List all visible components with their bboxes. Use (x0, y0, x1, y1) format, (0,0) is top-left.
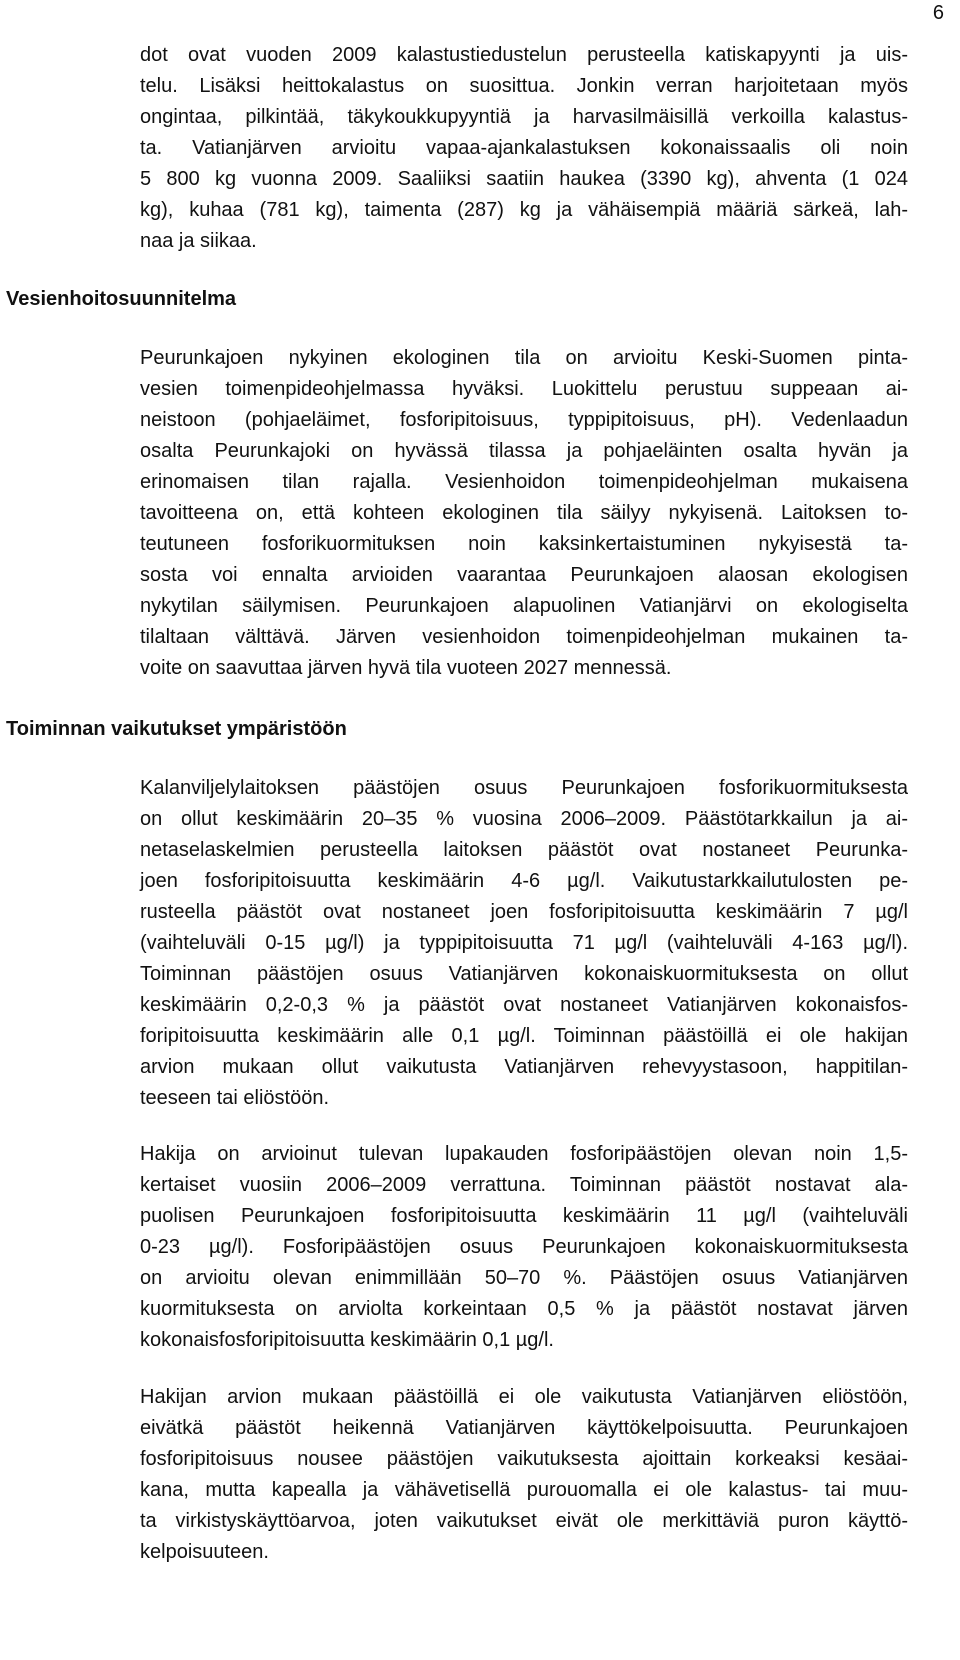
section-heading-toiminnan-vaikutukset: Toiminnan vaikutukset ympäristöön (6, 718, 347, 740)
page-number: 6 (932, 2, 944, 24)
text-line: netaselaskelmien perusteella laitoksen päästöt ovat nostaneet Peurunka- (140, 839, 908, 861)
text-line: rusteella päästöt ovat nostaneet joen fosforipitoisuutta keskimäärin 7 µg/l (140, 901, 908, 923)
text-line: kg), kuhaa (781 kg), taimenta (287) kg ja vähäisempiä määriä särkeä, lah- (140, 199, 908, 221)
text-line: Kalanviljelylaitoksen päästöjen osuus Peurunkajoen fosforikuormituksesta (140, 777, 908, 799)
text-line: Peurunkajoen nykyinen ekologinen tila on arvioitu Keski-Suomen pinta- (140, 347, 908, 369)
text-line: kana, mutta kapealla ja vähävetisellä purouomalla ei ole kalastus- tai muu- (140, 1479, 908, 1501)
section-heading-vesienhoitosuunnitelma: Vesienhoitosuunnitelma (6, 288, 237, 310)
text-line: ongintaa, pilkintää, täkykoukkupyyntiä ja harvasilmäisillä verkoilla kalastus- (140, 106, 908, 128)
text-line: tilaltaan välttävä. Järven vesienhoidon toimenpideohjelman mukainen ta- (140, 626, 908, 648)
text-line: Toiminnan päästöjen osuus Vatianjärven kokonaiskuormituksesta on ollut (140, 963, 908, 985)
text-line: ta. Vatianjärven arvioitu vapaa-ajankalastuksen kokonaissaalis oli noin (140, 137, 908, 159)
text-line: neistoon (pohjaeläimet, fosforipitoisuus, typpipitoisuus, pH). Vedenlaadun (140, 409, 908, 431)
text-line: kokonaisfosforipitoisuutta keskimäärin 0,1 µg/l. (140, 1329, 554, 1351)
vaikutukset-paragraph-2 (140, 1139, 908, 1356)
text-line: teutuneen fosforikuormituksen noin kaksinkertaistuminen nykyisestä ta- (140, 533, 908, 555)
text-line: (vaihteluväli 0-15 µg/l) ja typpipitoisuutta 71 µg/l (vaihteluväli 4-163 µg/l). (140, 932, 908, 954)
text-line: sosta voi ennalta arvioiden vaarantaa Peurunkajoen alaosan ekologisen (140, 564, 908, 586)
vaikutukset-paragraph-1 (140, 773, 908, 1114)
text-line: on ollut keskimäärin 20–35 % vuosina 2006–2009. Päästötarkkailun ja ai- (140, 808, 908, 830)
text-line: 0-23 µg/l). Fosforipäästöjen osuus Peurunkajoen kokonaiskuormituksesta (140, 1236, 908, 1258)
text-line: Hakijan arvion mukaan päästöillä ei ole vaikutusta Vatianjärven eliöstöön, (140, 1386, 908, 1408)
vesienhoito-paragraph (140, 343, 908, 684)
text-line: foripitoisuutta keskimäärin alle 0,1 µg/l. Toiminnan päästöillä ei ole hakijan (140, 1025, 908, 1047)
text-line: puolisen Peurunkajoen fosforipitoisuutta keskimäärin 11 µg/l (vaihteluväli (140, 1205, 908, 1227)
text-line: 5 800 kg vuonna 2009. Saaliiksi saatiin haukea (3390 kg), ahventa (1 024 (140, 168, 908, 190)
text-line: kuormituksesta on arviolta korkeintaan 0,5 % ja päästöt nostavat järven (140, 1298, 908, 1320)
text-line: telu. Lisäksi heittokalastus on suosittua. Jonkin verran harjoitetaan myös (140, 75, 908, 97)
text-line: voite on saavuttaa järven hyvä tila vuoteen 2027 mennessä. (140, 657, 672, 679)
text-line: teeseen tai eliöstöön. (140, 1087, 330, 1109)
text-line: kertaiset vuosiin 2006–2009 verrattuna. Toiminnan päästöt nostavat ala- (140, 1174, 908, 1196)
text-line: eivätkä päästöt heikennä Vatianjärven käyttökelpoisuutta. Peurunkajoen (140, 1417, 908, 1439)
text-line: ta virkistyskäyttöarvoa, joten vaikutukset eivät ole merkittäviä puron käyttö- (140, 1510, 908, 1532)
text-line: osalta Peurunkajoki on hyvässä tilassa ja pohjaeläinten osalta hyvän ja (140, 440, 908, 462)
intro-paragraph (140, 40, 908, 257)
text-line: joen fosforipitoisuutta keskimäärin 4-6 µg/l. Vaikutustarkkailutulosten pe- (140, 870, 908, 892)
text-line: arvion mukaan ollut vaikutusta Vatianjärven rehevyystasoon, happitilan- (140, 1056, 908, 1078)
text-line: vesien toimenpideohjelmassa hyväksi. Luokittelu perustuu suppeaan ai- (140, 378, 908, 400)
text-line: Hakija on arvioinut tulevan lupakauden fosforipäästöjen olevan noin 1,5- (140, 1143, 908, 1165)
text-line: naa ja siikaa. (140, 230, 257, 252)
vaikutukset-paragraph-3 (140, 1382, 908, 1568)
text-line: keskimäärin 0,2-0,3 % ja päästöt ovat nostaneet Vatianjärven kokonaisfos- (140, 994, 908, 1016)
text-line: tavoitteena on, että kohteen ekologinen tila säilyy nykyisenä. Laitoksen to- (140, 502, 908, 524)
text-line: on arvioitu olevan enimmillään 50–70 %. Päästöjen osuus Vatianjärven (140, 1267, 908, 1289)
text-line: kelpoisuuteen. (140, 1541, 269, 1563)
text-line: dot ovat vuoden 2009 kalastustiedustelun perusteella katiskapyynti ja uis- (140, 44, 908, 66)
text-line: erinomaisen tilan rajalla. Vesienhoidon toimenpideohjelman mukaisena (140, 471, 908, 493)
text-line: nykytilan säilymisen. Peurunkajoen alapuolinen Vatianjärvi on ekologiselta (140, 595, 908, 617)
text-line: fosforipitoisuus nousee päästöjen vaikutuksesta ajoittain korkeaksi kesäai- (140, 1448, 908, 1470)
